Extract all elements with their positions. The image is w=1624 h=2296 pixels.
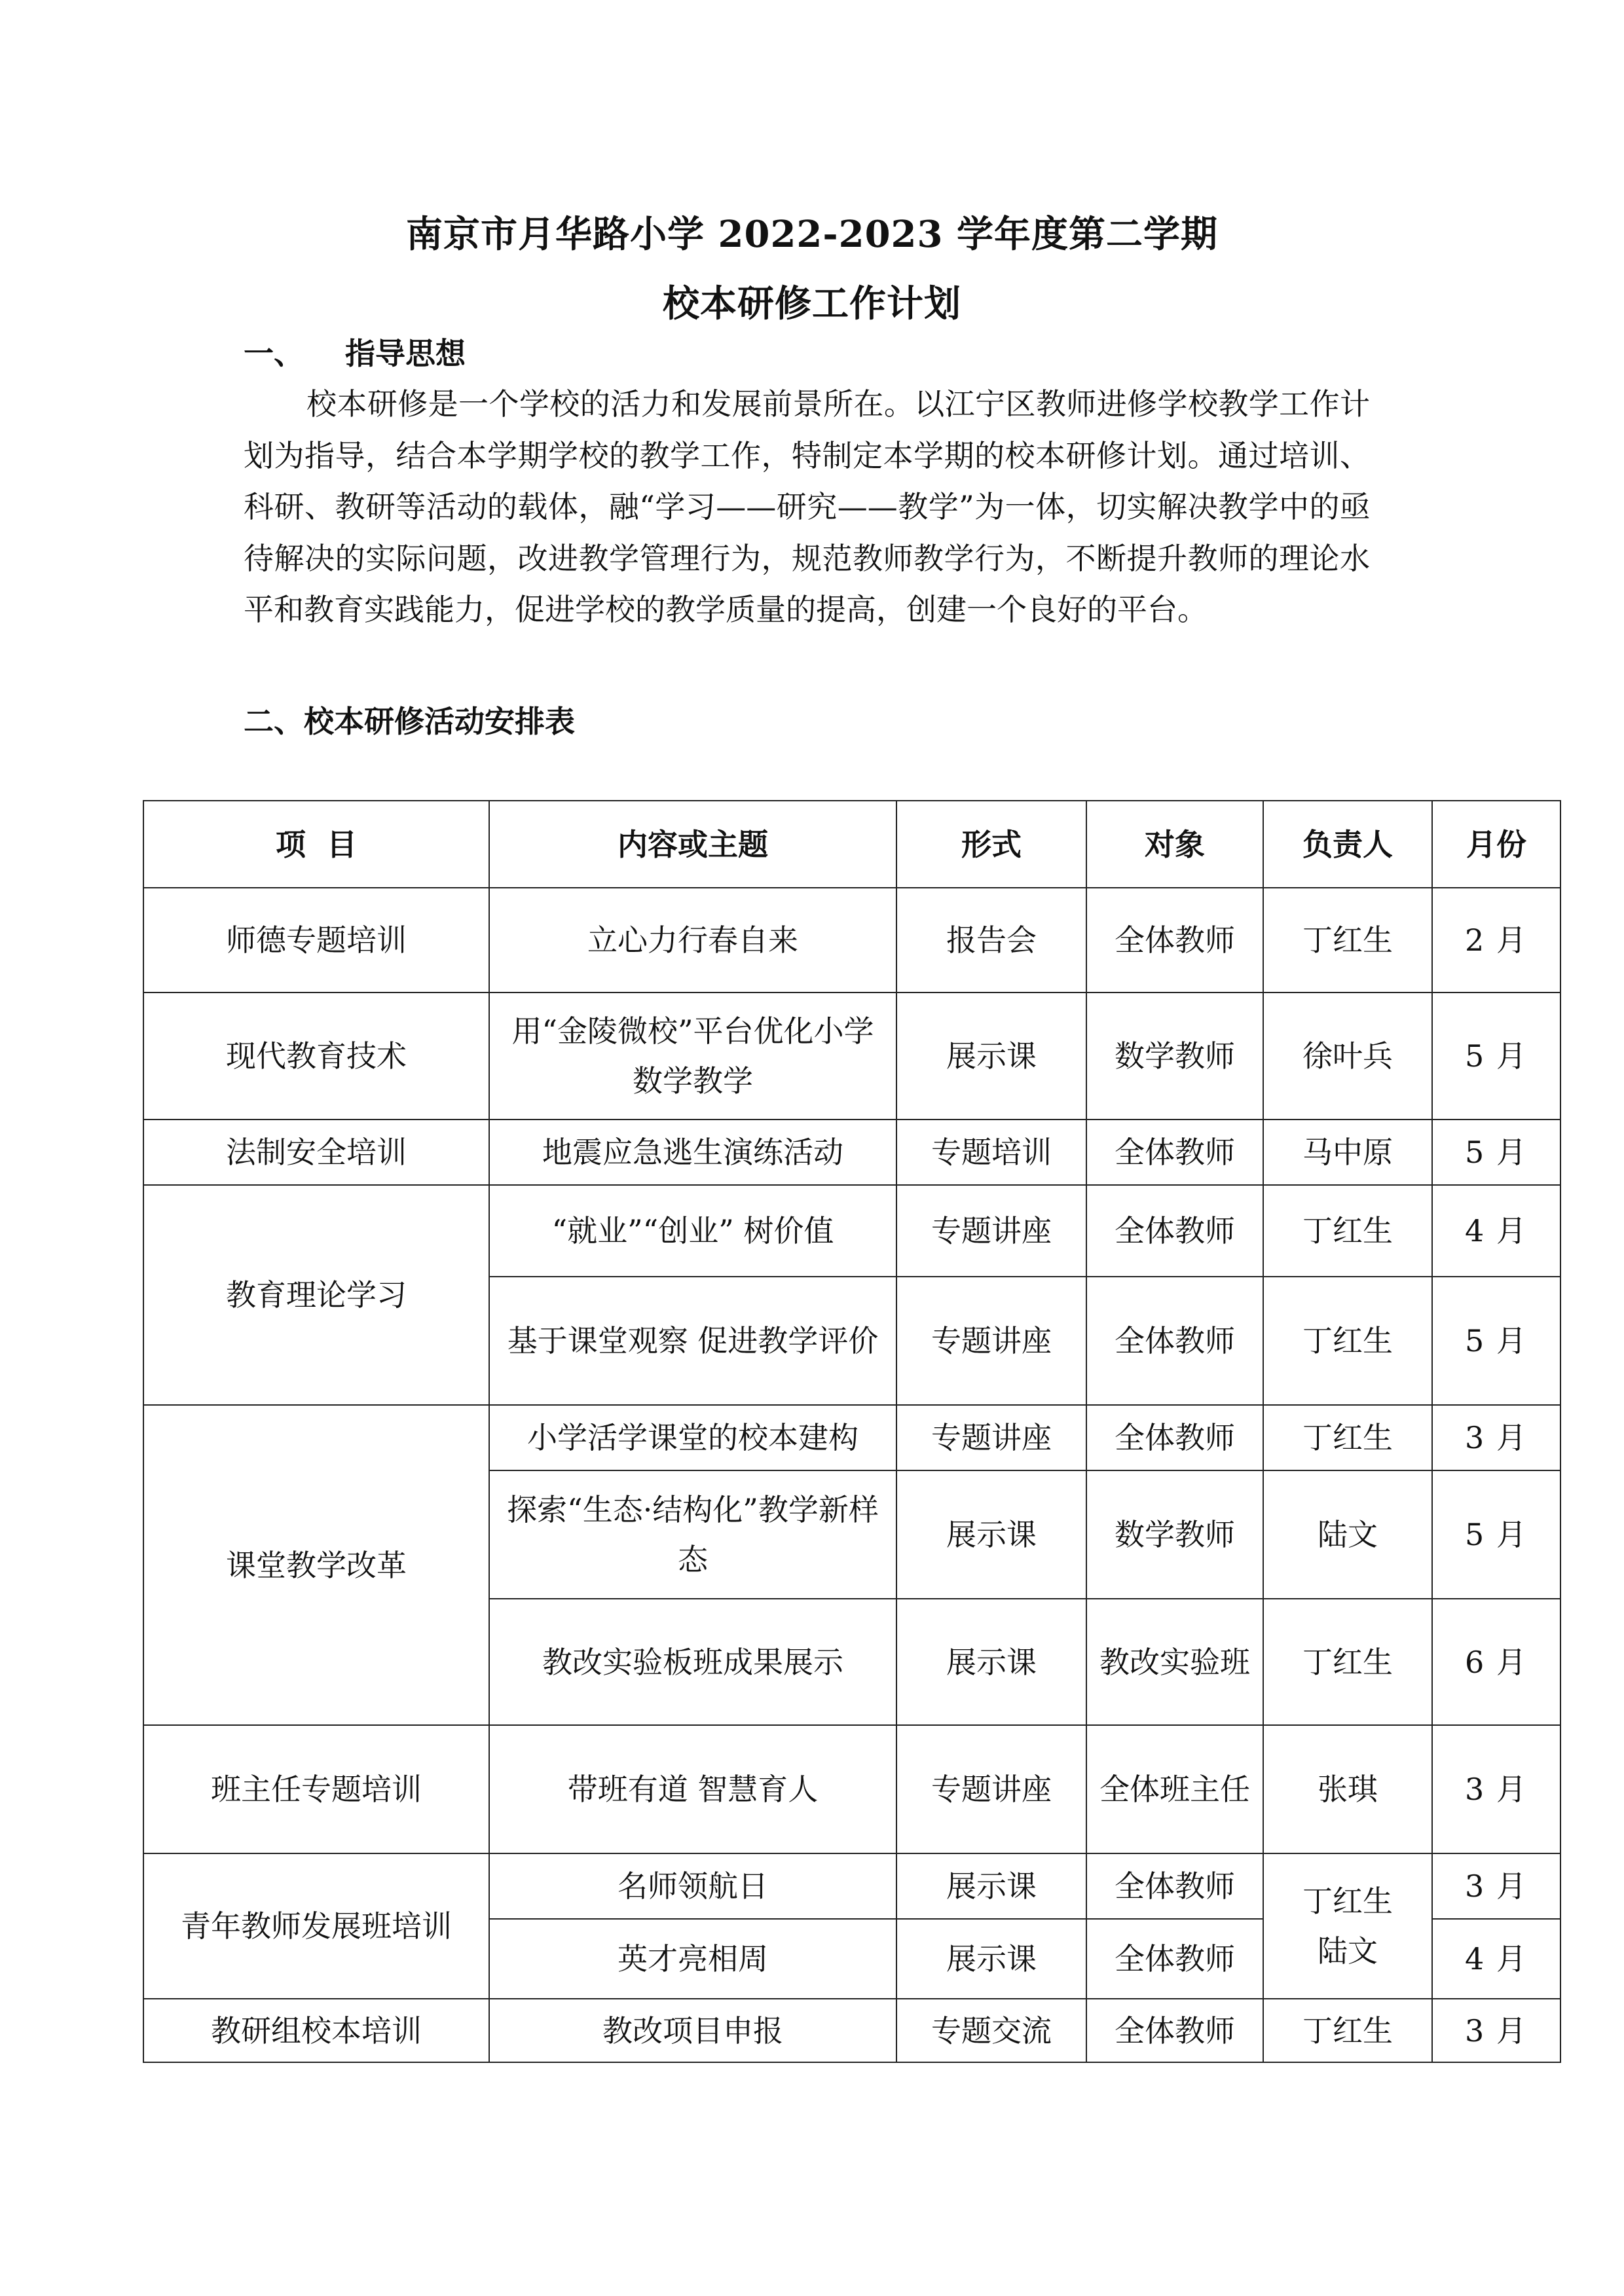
cell-content: 带班有道 智慧育人 [489, 1725, 896, 1853]
cell-owner: 丁红生 [1263, 1277, 1432, 1405]
cell-owner: 丁红生 [1263, 1405, 1432, 1470]
cell-project: 课堂教学改革 [143, 1405, 489, 1725]
cell-content: 基于课堂观察 促进教学评价 [489, 1277, 896, 1405]
cell-month: 2 月 [1432, 888, 1560, 993]
cell-content: 探索“生态·结构化”教学新样态 [489, 1470, 896, 1599]
activity-schedule-table [143, 800, 1561, 2063]
cell-month: 3 月 [1432, 1853, 1560, 1919]
cell-form: 专题讲座 [896, 1185, 1086, 1277]
cell-content: 小学活学课堂的校本建构 [489, 1405, 896, 1470]
cell-content: 立心力行春自来 [489, 888, 896, 993]
cell-form: 展示课 [896, 993, 1086, 1120]
table-row [143, 993, 1560, 1120]
cell-owner: 丁红生 [1263, 1999, 1432, 2062]
cell-content: “就业”“创业” 树价值 [489, 1185, 896, 1277]
cell-month: 5 月 [1432, 1120, 1560, 1185]
cell-project: 青年教师发展班培训 [143, 1853, 489, 1999]
cell-owner: 张琪 [1263, 1725, 1432, 1853]
cell-project: 现代教育技术 [143, 993, 489, 1120]
header-target: 对象 [1086, 801, 1263, 888]
cell-month: 6 月 [1432, 1599, 1560, 1725]
table-row [143, 1999, 1560, 2062]
cell-month: 5 月 [1432, 993, 1560, 1120]
header-project: 项 目 [143, 801, 489, 888]
cell-form: 展示课 [896, 1599, 1086, 1725]
cell-target: 全体教师 [1086, 1405, 1263, 1470]
cell-target: 全体教师 [1086, 1120, 1263, 1185]
cell-owner: 徐叶兵 [1263, 993, 1432, 1120]
table-row [143, 1185, 1560, 1277]
cell-month: 5 月 [1432, 1277, 1560, 1405]
header-form: 形式 [896, 801, 1086, 888]
header-owner: 负责人 [1263, 801, 1432, 888]
cell-owner: 陆文 [1318, 1933, 1378, 1969]
cell-target: 教改实验班 [1086, 1599, 1263, 1725]
cell-project: 班主任专题培训 [143, 1725, 489, 1853]
cell-project: 教育理论学习 [143, 1185, 489, 1405]
cell-owner: 丁红生 [1302, 1884, 1393, 1919]
cell-project: 师德专题培训 [143, 888, 489, 993]
cell-target: 全体教师 [1086, 1277, 1263, 1405]
cell-target: 全体教师 [1086, 1853, 1263, 1919]
cell-target: 全体教师 [1086, 1999, 1263, 2062]
section-number: 一、 [244, 336, 304, 371]
table-row [143, 888, 1560, 993]
cell-form: 展示课 [896, 1853, 1086, 1919]
table-row [143, 1725, 1560, 1853]
cell-content: 用“金陵微校”平台优化小学数学教学 [489, 993, 896, 1120]
section-heading-schedule: 二、校本研修活动安排表 [244, 704, 575, 739]
table-row [143, 1120, 1560, 1185]
cell-content: 英才亮相周 [489, 1919, 896, 1999]
cell-owner: 马中原 [1263, 1120, 1432, 1185]
table-row [143, 1853, 1560, 1919]
cell-target: 全体班主任 [1086, 1725, 1263, 1853]
cell-month: 5 月 [1432, 1470, 1560, 1599]
cell-content: 教改实验板班成果展示 [489, 1599, 896, 1725]
cell-content: 名师领航日 [489, 1853, 896, 1919]
cell-target: 全体教师 [1086, 1919, 1263, 1999]
header-month: 月份 [1432, 801, 1560, 888]
cell-form: 专题交流 [896, 1999, 1086, 2062]
document-title-line2: 校本研修工作计划 [663, 282, 961, 325]
cell-month: 3 月 [1432, 1999, 1560, 2062]
cell-month: 4 月 [1432, 1185, 1560, 1277]
cell-form: 专题培训 [896, 1120, 1086, 1185]
cell-form: 专题讲座 [896, 1277, 1086, 1405]
cell-owner: 丁红生 [1263, 1185, 1432, 1277]
cell-content: 地震应急逃生演练活动 [489, 1120, 896, 1185]
cell-form: 展示课 [896, 1470, 1086, 1599]
cell-owner: 丁红生 [1263, 1599, 1432, 1725]
cell-form: 专题讲座 [896, 1405, 1086, 1470]
cell-content: 教改项目申报 [489, 1999, 896, 2062]
cell-form: 展示课 [896, 1919, 1086, 1999]
cell-month: 3 月 [1432, 1405, 1560, 1470]
cell-target: 数学教师 [1086, 1470, 1263, 1599]
cell-owner-group [1263, 1853, 1432, 1999]
cell-month: 4 月 [1432, 1919, 1560, 1999]
header-content: 内容或主题 [489, 801, 896, 888]
cell-project: 法制安全培训 [143, 1120, 489, 1185]
cell-target: 数学教师 [1086, 993, 1263, 1120]
document-title-line1: 南京市月华路小学 2022-2023 学年度第二学期 [406, 213, 1218, 256]
cell-month: 3 月 [1432, 1725, 1560, 1853]
cell-project: 教研组校本培训 [143, 1999, 489, 2062]
cell-owner: 陆文 [1263, 1470, 1432, 1599]
cell-target: 全体教师 [1086, 888, 1263, 993]
cell-target: 全体教师 [1086, 1185, 1263, 1277]
table-header-row [143, 801, 1560, 888]
section-title: 指导思想 [345, 336, 466, 371]
cell-form: 专题讲座 [896, 1725, 1086, 1853]
section-heading-guiding-thought [244, 334, 466, 373]
cell-owner: 丁红生 [1263, 888, 1432, 993]
cell-form: 报告会 [896, 888, 1086, 993]
guiding-thought-paragraph: 校本研修是一个学校的活力和发展前景所在。以江宁区教师进修学校教学工作计划为指导，结合本学期学校的教学工作，特制定本学期的校本研修计划。通过培训、科研、教研等活动的载体，融“学习——研究——教学”为一体，切实解决教学中的亟待解决的实际问题，改进教学管理行为，规范教师教学行为，不断提升教师的理论水平和教育实践能力，促进学校的教学质量的提高，创建一个良好的平台。 [244, 386, 1370, 627]
table-row [143, 1405, 1560, 1470]
